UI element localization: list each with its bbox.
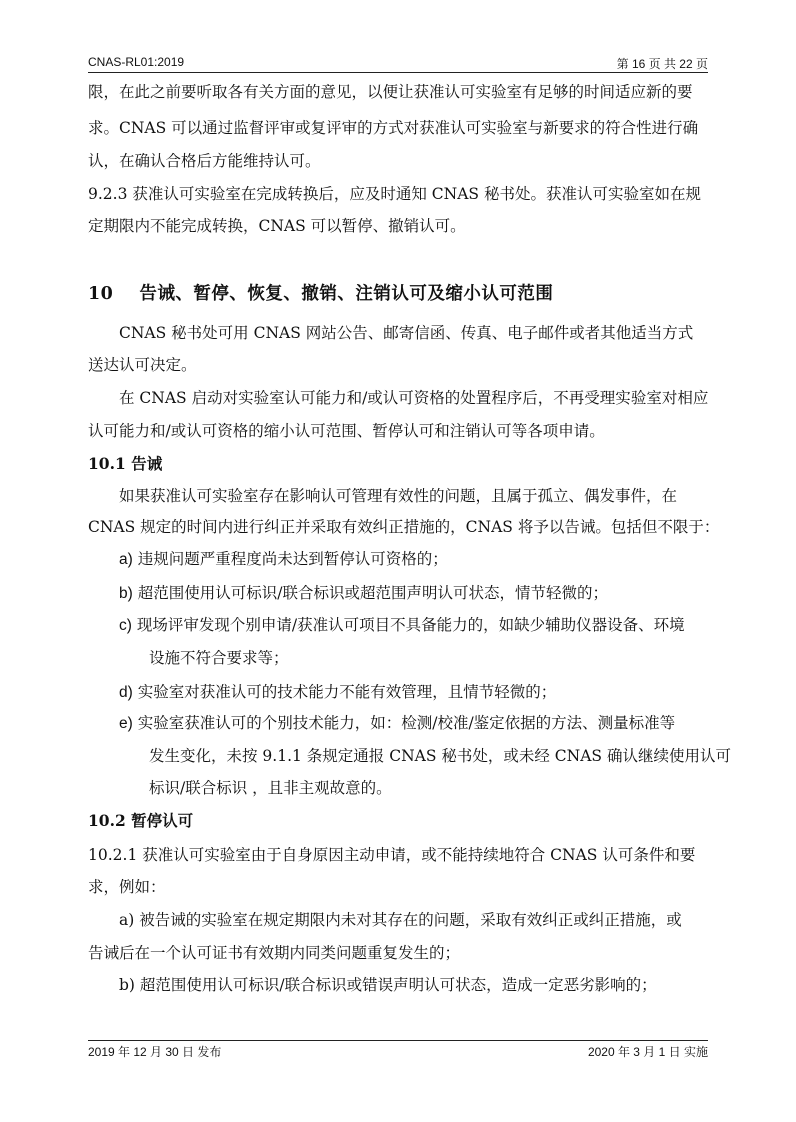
list-item: d) 实验室对获准认可的技术能力不能有效管理，且情节轻微的；	[119, 683, 557, 701]
footer-rule	[88, 1040, 708, 1041]
doc-id: CNAS-RL01:2019	[88, 55, 185, 69]
paragraph-line: 在 CNAS 启动对实验室认可能力和/或认可资格的处置程序后，不再受理实验室对相应	[119, 389, 709, 407]
issue-date: 2019 年 12 月 30 日 发布	[88, 1045, 222, 1059]
list-item-continued: 设施不符合要求等；	[149, 649, 289, 667]
text-line: 求。CNAS 可以通过监督评审或复评审的方式对获准认可实验室与新要求的符合性进行确	[88, 119, 699, 137]
page-number: 第 16 页 共 22 页	[616, 57, 708, 71]
list-item: a) 被告诫的实验室在规定期限内未对其存在的问题，采取有效纠正或纠正措施，或	[119, 911, 682, 929]
section-number: 10	[88, 284, 114, 304]
effective-date: 2020 年 3 月 1 日 实施	[587, 1045, 708, 1059]
clause-10-2-1: 10.2.1 获准认可实验室由于自身原因主动申请，或不能持续地符合 CNAS 认可条件和要	[88, 846, 696, 864]
list-item: c) 现场评审发现个别申请/获准认可项目不具备能力的，如缺少辅助仪器设备、环境	[119, 616, 685, 634]
list-item: b) 超范围使用认可标识/联合标识或超范围声明认可状态，情节轻微的；	[119, 584, 608, 602]
list-item: b) 超范围使用认可标识/联合标识或错误声明认可状态，造成一定恶劣影响的；	[119, 976, 657, 994]
list-item-continued: 告诫后在一个认可证书有效期内同类问题重复发生的；	[88, 944, 461, 962]
text-line: 限，在此之前要听取各有关方面的意见，以便让获准认可实验室有足够的时间适应新的要	[88, 83, 693, 101]
text-line: 认，在确认合格后方能维持认可。	[88, 152, 321, 170]
paragraph-line: CNAS 秘书处可用 CNAS 网站公告、邮寄信函、传真、电子邮件或者其他适当方式	[119, 324, 694, 342]
paragraph-line: 如果获准认可实验室存在影响认可管理有效性的问题，且属于孤立、偶发事件，在	[119, 487, 678, 505]
paragraph-line: 求，例如：	[88, 878, 166, 896]
paragraph-line: CNAS 规定的时间内进行纠正并采取有效纠正措施的，CNAS 将予以告诫。包括但不限于：	[88, 518, 720, 536]
list-item: a) 违规问题严重程度尚未达到暂停认可资格的；	[119, 550, 448, 568]
section-heading	[88, 284, 553, 304]
subsection-heading: 10.2 暂停认可	[88, 811, 194, 830]
list-item-continued: 标识/联合标识 ，且非主观故意的。	[149, 779, 392, 797]
text-line: 定期限内不能完成转换，CNAS 可以暂停、撤销认可。	[88, 217, 466, 235]
header-rule	[88, 72, 708, 73]
paragraph-line: 送达认可决定。	[88, 356, 197, 374]
list-item-continued: 发生变化，未按 9.1.1 条规定通报 CNAS 秘书处，或未经 CNAS 确认继续使用认可	[149, 747, 731, 765]
paragraph-line: 认可能力和/或认可资格的缩小认可范围、暂停认可和注销认可等各项申请。	[88, 422, 605, 440]
clause-9-2-3: 9.2.3 获准认可实验室在完成转换后，应及时通知 CNAS 秘书处。获准认可实验室如在规	[88, 185, 701, 203]
list-item: e) 实验室获准认可的个别技术能力，如：检测/校准/鉴定依据的方法、测量标准等	[119, 714, 676, 732]
subsection-heading: 10.1 告诫	[88, 454, 163, 473]
section-title: 告诫、暂停、恢复、撤销、注销认可及缩小认可范围	[139, 284, 554, 304]
